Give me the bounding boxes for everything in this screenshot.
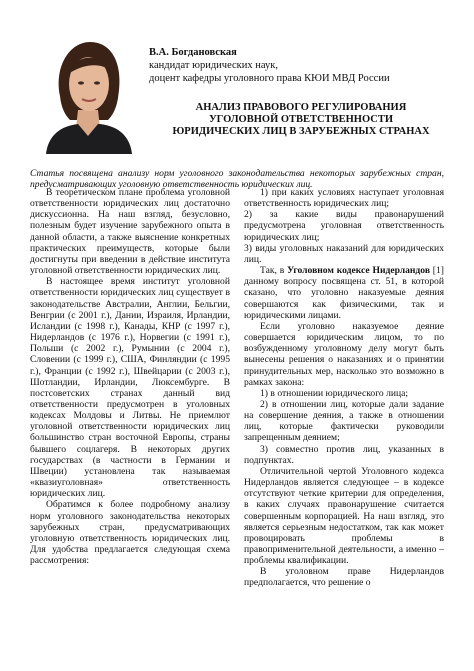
author-block <box>149 46 449 85</box>
paragraph-if-act: Если уголовно наказуемое деяние совершается юридическим лицом, то по возбужденному уголовному делу могут быть вынесены решения о наказаниях и о принятии принудительных мер, насколько это возможно в рамках закона: <box>244 320 444 388</box>
subitem-1: 1) в отношении юридического лица; <box>260 387 409 399</box>
netherlands-article-text: [1] данному вопросу посвящена ст. 51, в которой сказано, что уголовно наказуемые деяния совершаются как физическими, так и юридическими лицами. <box>244 265 444 321</box>
paragraph-last: В уголовном праве Нидерландов предполагается, что решение о <box>244 566 444 589</box>
title-line-2: УГОЛОВНОЙ ОТВЕТСТВЕННОСТИ <box>208 114 394 125</box>
subitem-2: 2) в отношении лиц, которые дали задание на совершение деяния, а также в отношении лиц, которые фактически руководили запрещенным деянием; <box>244 398 444 444</box>
paragraph-scheme: Обратимся к более подробному анализу норм уголовного законодательства некоторых зарубежных стран, предусматривающих уголовную ответственность юридических лиц. Для удобства предлагается следующая схема рассмотрения: <box>30 499 230 567</box>
author-photo <box>42 36 134 154</box>
title-line-1: АНАЛИЗ ПРАВОВОГО РЕГУЛИРОВАНИЯ <box>195 102 407 113</box>
right-column <box>244 187 444 589</box>
paragraph-netherlands <box>244 265 444 321</box>
netherlands-intro-text: Так, в <box>260 265 288 277</box>
paragraph-distinct-feature: Отличительной чертой Уголовного кодекса Нидерландов является следующее – в кодексе отсутствуют четкие критерии для определения, в каких случаях правонарушение считается совершенным корпорацией. На наш взгляд, это является серьезным недостатком, так как может провоцировать проблемы в правоприменительной деятельности, а именно – проблемы квалификации. <box>244 465 444 567</box>
scheme-item-2: 2) за какие виды правонарушений предусмотрена уголовная ответственность юридических лиц; <box>244 209 444 243</box>
author-position: доцент кафедры уголовного права КЮИ МВД России <box>149 73 390 84</box>
paragraph-countries: В настоящее время институт уголовной ответственности юридических лиц существует в законодательстве Австралии, Англии, Бельгии, Венгрии (с 2001 г.), Дании, Израиля, Ирландии, Исландии (с 1998 г.), Канады, КНР (с 1997 г.), Нидерландов (с 1976 г.), Норвегии (с 1991 г.), Польши (с 2002 г.), Румынии (с 2004 г.), Словении (с 1999 г.), США, Финляндии (с 1995 г.), Франции (с 1992 г.), Швейцарии (с 2003 г.), Шотландии, Ирландии, Люксембурге. В постсоветских странах данный вид ответственности предусмотрен в уголовных кодексах Молдовы и Литвы. Не приемлют уголовной ответственности юридических лиц большинство стран восточной Европы, страны бывшего соцлагеря. В некоторых других государствах (в частности в Германии и Швеции) установлена так называемая «квазиуголовная» ответственность юридических лиц. <box>30 276 230 500</box>
netherlands-code-name: Уголовном кодексе Нидерландов <box>287 265 430 277</box>
left-column <box>30 187 230 566</box>
paragraph-intro: В теоретическом плане проблема уголовной ответственности юридических лиц достаточно дискуссионна. На наш взгляд, безусловно, полезным будет изучение зарубежного опыта в данной области, а также выяснение конкретных практических преимуществ, которые были достигнуты при введении в действие института уголовной ответственности юридических лиц. <box>30 187 230 277</box>
author-degree: кандидат юридических наук, <box>149 60 278 71</box>
subitem-3: 3) совместно против лиц, указанных в подпунктах. <box>244 443 444 466</box>
author-name: В.А. Богдановская <box>149 47 237 58</box>
scheme-item-3: 3) виды уголовных наказаний для юридических лиц. <box>244 242 444 265</box>
abstract: Статья посвящена анализу норм уголовного законодательства некоторых зарубежных стран, предусматривающих уголовную ответственность юридических лиц. <box>30 168 444 190</box>
body-columns <box>30 187 444 657</box>
title-line-3: ЮРИДИЧЕСКИХ ЛИЦ В ЗАРУБЕЖНЫХ СТРАНАХ <box>172 126 430 137</box>
article-title <box>156 102 446 138</box>
scheme-item-1: 1) при каких условиях наступает уголовная ответственность юридических лиц; <box>244 187 444 210</box>
